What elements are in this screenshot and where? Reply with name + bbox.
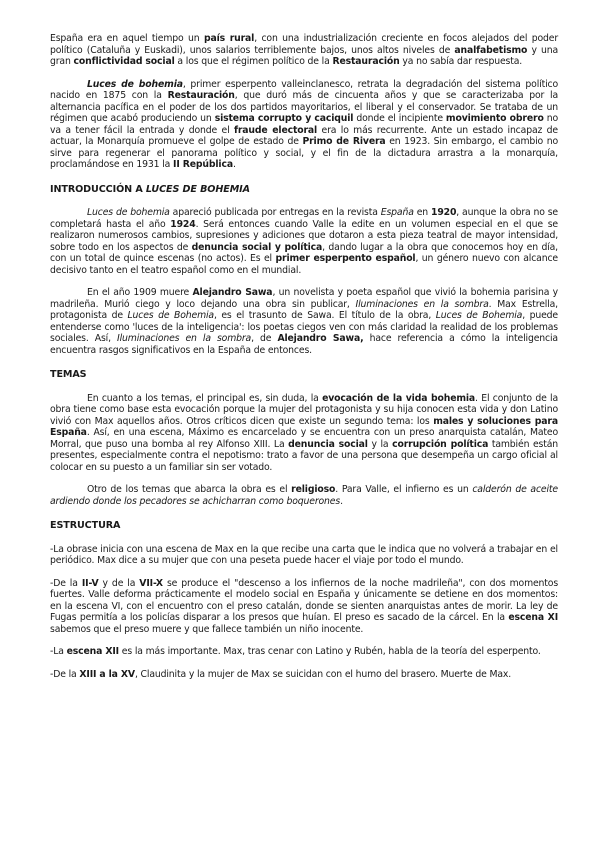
text: no va a tener fácil la entrada y donde el bbox=[50, 113, 558, 136]
text: . Será entonces cuando Valle la edite en un volumen especial en el que se realizaron numerosos cambios, supresiones y adiciones que dotaron a esta pieza teatral de mayor intensidad, sobre todo en los aspectos de bbox=[50, 218, 559, 253]
text: -La bbox=[50, 646, 67, 657]
emphasis: II República bbox=[173, 159, 233, 170]
text: se produce el "descenso a los infiernos de la noche madrileña", con dos momentos fuertes. Valle deforma prácticamente el modelo social en España y únicamente se detiene en dos momentos: en la escena VI, con el encuentro con el preso catalán, donde se sienten anarquistas antes de morir. La ley de Fugas permitía a los policías disparar a los presos que huían. El preso es sacado de la cárcel. En la bbox=[50, 577, 559, 623]
text: , de bbox=[251, 333, 278, 344]
text: . Para Valle, el infierno es un bbox=[335, 484, 473, 495]
text: , un género nuevo con alcance decisivo tanto en el teatro español como en el mundial. bbox=[50, 253, 558, 276]
emphasis: II-V bbox=[81, 577, 99, 589]
emphasis: religioso bbox=[291, 484, 336, 495]
text: , es el trasunto de Sawa. El título de la obra, bbox=[213, 310, 436, 321]
emphasis: Alejandro Sawa, bbox=[277, 333, 364, 344]
text: . bbox=[232, 159, 236, 170]
text: ya no sabía dar respuesta. bbox=[399, 56, 523, 67]
text: , aunque la obra no se completará hasta el año bbox=[50, 207, 558, 230]
emphasis: evocación de la vida bohemia bbox=[322, 392, 476, 404]
context-paragraph bbox=[50, 33, 558, 68]
emphasis: 1920 bbox=[431, 207, 457, 218]
emphasis: Restauración bbox=[332, 56, 400, 67]
emphasis: denuncia social y política bbox=[191, 241, 323, 253]
emphasis: escena XI bbox=[508, 612, 559, 623]
text: apareció publicada por entregas en la revista bbox=[169, 207, 381, 218]
emphasis: movimiento obrero bbox=[445, 113, 544, 124]
text: y una gran bbox=[50, 44, 558, 67]
text: también están presentes, especialmente contra el nepotismo: trato a favor de una persona que desempeña un cargo oficial al colocar en su puesto a un familiar sin ser votado. bbox=[50, 438, 558, 473]
emphasis: conflictividad social bbox=[73, 56, 175, 67]
text: donde el incipiente bbox=[353, 113, 446, 124]
text: España era en aquel tiempo un bbox=[50, 33, 204, 44]
emphasis: analfabetismo bbox=[454, 44, 528, 56]
text: a los que el régimen político de la bbox=[174, 56, 333, 67]
emphasis: escena XII bbox=[66, 646, 119, 657]
text: es la más importante. Max, tras cenar con Latino y Rubén, habla de la teoría del esperpento. bbox=[118, 646, 541, 657]
introduccion-paragraph-2 bbox=[50, 287, 558, 356]
text: era lo más recurrente. Ante un estado incapaz de actuar, la Monarquía promueve el golpe de estado de bbox=[50, 124, 558, 147]
text: . Max Estrella, protagonista de bbox=[50, 298, 558, 321]
work-title: Luces de bohemia bbox=[87, 207, 170, 218]
emphasis: corrupción política bbox=[392, 438, 489, 450]
emphasis: Primo de Rivera bbox=[302, 136, 386, 147]
quote: calderón de aceite ardiendo donde los pecadores se achicharran como boquerones bbox=[50, 484, 558, 507]
temas-paragraph-1 bbox=[50, 393, 558, 474]
text: , puede entenderse como 'luces de la inteligencia': los poetas ciegos ven con más claridad la realidad de los problemas sociales. Así, bbox=[50, 310, 558, 344]
text: en bbox=[413, 207, 431, 218]
introduccion-paragraph-1 bbox=[50, 207, 558, 276]
estructura-paragraph-1: -La obrase inicia con una escena de Max en la que recibe una carta que le indica que no volverá a trabajar en el periódico. Max dice a su mujer que con una peseta puede hacer el viaje por todo el mundo. bbox=[50, 543, 558, 566]
text: y de la bbox=[98, 577, 140, 589]
emphasis: VII-X bbox=[139, 577, 163, 589]
emphasis: males y soluciones para España bbox=[50, 415, 558, 438]
luces-paragraph bbox=[50, 79, 558, 171]
introduccion-heading bbox=[50, 184, 558, 196]
text: , un novelista y poeta español que vivió la bohemia parisina y madrileña. Murió ciego y loco dejando una obra sin publicar, bbox=[50, 287, 558, 310]
text: , primer esperpento valleinclanesco, retrata la degradación del sistema político nacido en 1875 con la bbox=[50, 78, 558, 101]
text: , Claudinita y la mujer de Max se suicidan con el humo del brasero. Muerte de Max. bbox=[134, 668, 512, 680]
text: y la bbox=[367, 438, 393, 450]
text: , que duró más de cincuenta años y que se caracterizaba por la alternancia pacífica en el poder de los dos partidos mayoritarios, el liberal y el conservador. Se trataba de un régimen que acabó produciendo un bbox=[50, 90, 558, 124]
text: , dando lugar a la obra que conocemos hoy en día, con un total de quince escenas (no actos). Es el bbox=[50, 241, 558, 264]
text: En el año 1909 muere bbox=[87, 287, 193, 298]
text: Otro de los temas que abarca la obra es el bbox=[87, 484, 292, 495]
work-title: Luces de bohemia bbox=[87, 78, 183, 90]
text: , con una industrialización creciente en focos alejados del poder político (Cataluña y Euskadi), unos salarios terriblemente bajos, unos altos niveles de bbox=[50, 33, 558, 56]
document-page bbox=[50, 33, 558, 680]
estructura-paragraph-3 bbox=[50, 646, 558, 658]
text: . bbox=[340, 495, 343, 507]
estructura-heading: ESTRUCTURA bbox=[50, 520, 121, 531]
work-title: Luces de Bohemia bbox=[127, 310, 214, 321]
text: en 1923. Sin embargo, el cambio no sirve para regenerar el panorama político y social, y el fin de la dictadura arrastra a la monarquía, proclamándose en 1931 la bbox=[50, 136, 559, 170]
emphasis: Restauración bbox=[167, 90, 235, 101]
work-title: Iluminaciones en la sombra bbox=[355, 298, 489, 310]
temas-paragraph-2 bbox=[50, 484, 558, 507]
text: . Así, en una escena, Máximo es encarcelado y se encuentra con un preso anarquista catalán, Mateo Morral, que puso una bomba al rey Alfonso XIII. La bbox=[50, 427, 558, 450]
emphasis: fraude electoral bbox=[233, 124, 318, 136]
text: En cuanto a los temas, el principal es, sin duda, la bbox=[87, 392, 323, 404]
magazine-title: España bbox=[380, 207, 414, 218]
estructura-paragraph-4 bbox=[50, 669, 558, 681]
text: -De la bbox=[50, 577, 82, 589]
work-title: Luces de Bohemia bbox=[435, 310, 523, 321]
emphasis: sistema corrupto y caciquil bbox=[214, 113, 354, 124]
work-title: Iluminaciones en la sombra bbox=[117, 333, 252, 344]
emphasis: país rural bbox=[203, 33, 255, 44]
emphasis: primer esperpento español bbox=[275, 253, 416, 264]
text: hace referencia a cómo la inteligencia encuentra rasgos significativos en la España de entonces. bbox=[50, 333, 558, 356]
estructura-paragraph-2 bbox=[50, 578, 558, 636]
temas-heading: TEMAS bbox=[50, 369, 87, 380]
text: sabemos que el preso muere y que fallece también un niño inocente. bbox=[50, 623, 364, 635]
emphasis: denuncia social bbox=[288, 438, 368, 450]
text: . El conjunto de la obra tiene como base esta evocación porque la mujer del protagonista y su hija conocen esta vida y don Latino vivió con Max aquellos años. Otros críticos dicen que existe un segundo tema: los bbox=[50, 392, 558, 427]
emphasis: XIII a la XV bbox=[79, 668, 135, 680]
heading-italic: LUCES DE BOHEMIA bbox=[145, 183, 250, 195]
text: -De la bbox=[50, 668, 80, 680]
heading-text: INTRODUCCIÓN A bbox=[50, 183, 146, 195]
emphasis: Alejandro Sawa bbox=[192, 287, 273, 298]
emphasis: 1924 bbox=[170, 218, 196, 230]
